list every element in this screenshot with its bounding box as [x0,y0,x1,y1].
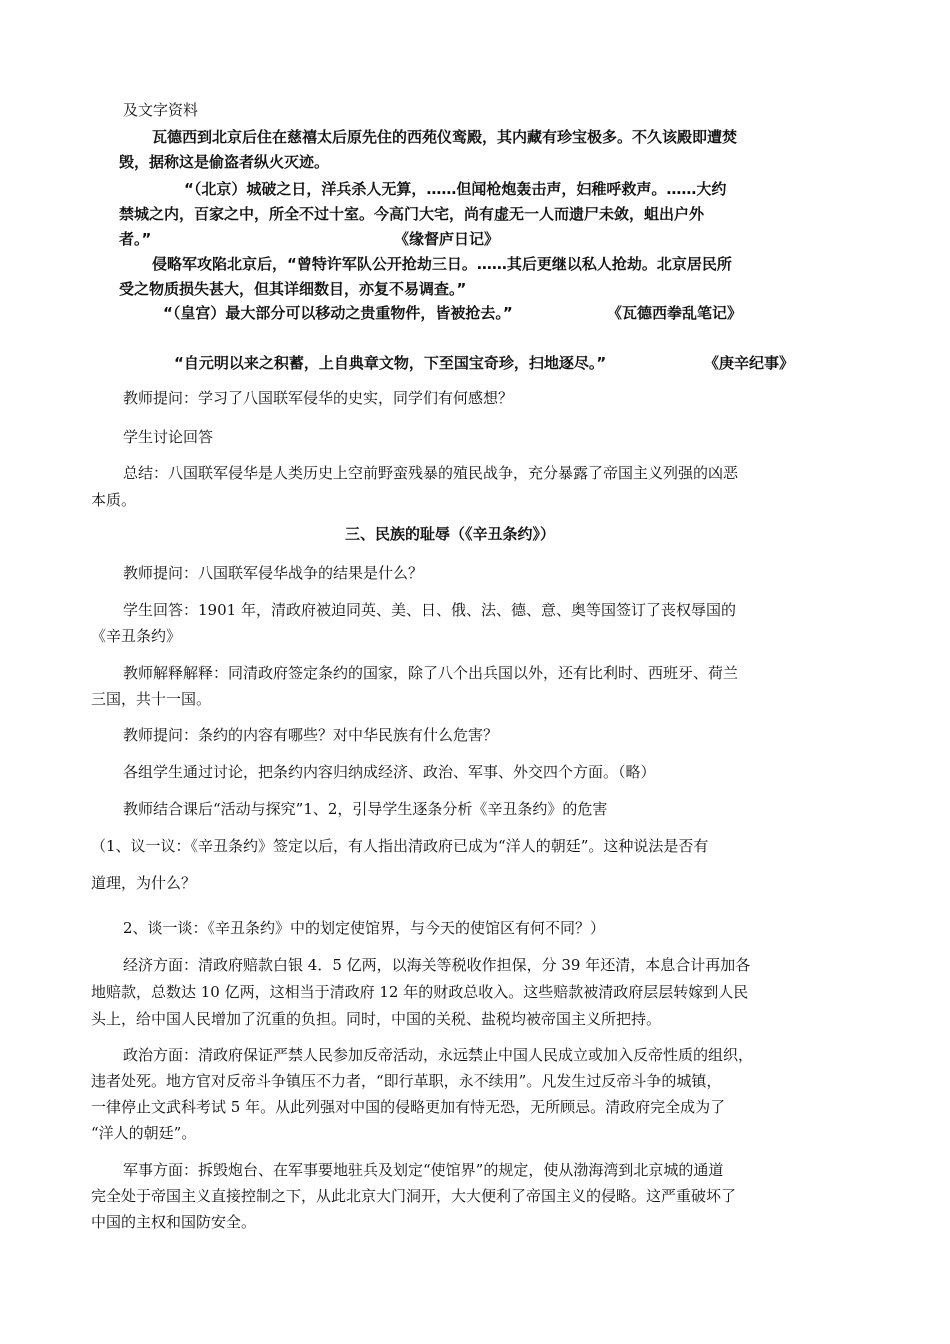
teacher-question: 教师提问：条约的内容有哪些？对中华民族有什么危害？ [123,726,499,744]
quote-line: 禁城之内，百家之中，所全不过十室。今高门大宅，尚有虚无一人而遗尸未敛，蛆出户外 [119,205,705,223]
military-impact: 中国的主权和国防安全。 [91,1213,257,1231]
quote-line: “（皇宫）最大部分可以移动之贵重物件，皆被抢去。” [163,304,513,322]
quote-line: 毁，据称这是偷盗者纵火灭迹。 [119,153,330,171]
quote-line: 瓦德西到北京后住在慈禧太后原先住的西苑仪鸾殿，其内藏有珍宝极多。不久该殿即遭焚 [152,128,738,146]
activity-item: 2、谈一谈：《辛丑条约》中的划定使馆界，与今天的使馆区有何不同？） [123,919,606,937]
student-answer: 学生讨论回答 [123,428,214,446]
political-impact: “洋人的朝廷”。 [91,1124,197,1142]
political-impact: 一律停止文武科考试 5 年。从此列强对中国的侵略更加有恃无恐，无所顾忌。清政府完全成为了 [91,1098,726,1116]
economic-impact: 经济方面：清政府赔款白银 4．5 亿两，以海关等税收作担保，分 39 年还清，本息合计再加各 [123,956,751,974]
economic-impact: 头上，给中国人民增加了沉重的负担。同时，中国的关税、盐税均被帝国主义所把持。 [91,1010,662,1028]
quote-source: 《缘督庐日记》 [394,230,500,248]
political-impact: 违者处死。地方官对反帝斗争镇压不力者，“即行革职，永不续用”。凡发生过反帝斗争的城镇， [91,1072,722,1090]
student-answer: 学生回答：1901 年，清政府被迫同英、美、日、俄、法、德、意、奥等国签订了丧权辱国的 [123,601,736,619]
quote-line: 侵略军攻陷北京后，“曾特许军队公开抢劫三日。……其后更继以私人抢劫。北京居民所 [152,255,732,273]
teacher-question: 教师提问：八国联军侵华战争的结果是什么？ [123,564,424,582]
political-impact: 政治方面：清政府保证严禁人民参加反帝活动，永远禁止中国人民成立或加入反帝性质的组织， [123,1046,754,1064]
summary-line: 本质。 [91,491,137,509]
student-answer: 《辛丑条约》 [91,627,182,645]
quote-line: “自元明以来之积蓄，上自典章文物，下至国宝奇珍，扫地逐尽。” [174,354,607,372]
group-discussion: 各组学生通过讨论，把条约内容归纳成经济、政治、军事、外交四个方面。（略） [123,763,656,781]
quote-source: 《瓦德西拳乱笔记》 [607,304,743,322]
quote-source: 《庚辛纪事》 [704,354,795,372]
teacher-explanation: 教师解释解释：同清政府签定条约的国家，除了八个出兵国以外，还有比利时、西班牙、荷兰 [123,664,739,682]
quote-line: 者。” [119,230,152,248]
activity-item: （1、议一议：《辛丑条约》签定以后，有人指出清政府已成为“洋人的朝廷”。这种说法是否有 [91,837,709,855]
military-impact: 完全处于帝国主义直接控制之下，从此北京大门洞开，大大便利了帝国主义的侵略。这严重破坏了 [91,1187,737,1205]
economic-impact: 地赔款，总数达 10 亿两，这相当于清政府 12 年的财政总收入。这些赔款被清政府层层转嫁到人民 [91,983,749,1001]
section-heading: 三、民族的耻辱（《辛丑条约》） [345,525,556,543]
intro-text: 及文字资料 [123,101,199,119]
quote-line: 受之物质损失甚大，但其详细数目，亦复不易调查。” [119,280,467,298]
military-impact: 军事方面：拆毁炮台、在军事要地驻兵及划定“使馆界”的规定，使从渤海湾到北京城的通道 [123,1161,724,1179]
teacher-explanation: 三国，共十一国。 [91,690,212,708]
quote-line: “（北京）城破之日，洋兵杀人无算，……但闻枪炮轰击声，妇稚呼救声。……大约 [184,180,727,198]
summary-line: 总结：八国联军侵华是人类历史上空前野蛮残暴的殖民战争，充分暴露了帝国主义列强的凶恶 [123,464,739,482]
teacher-question: 教师提问：学习了八国联军侵华的史实，同学们有何感想？ [123,389,514,407]
activity-item: 道理，为什么？ [91,874,197,892]
teacher-guidance: 教师结合课后“活动与探究”1、2，引导学生逐条分析《辛丑条约》的危害 [123,800,608,818]
